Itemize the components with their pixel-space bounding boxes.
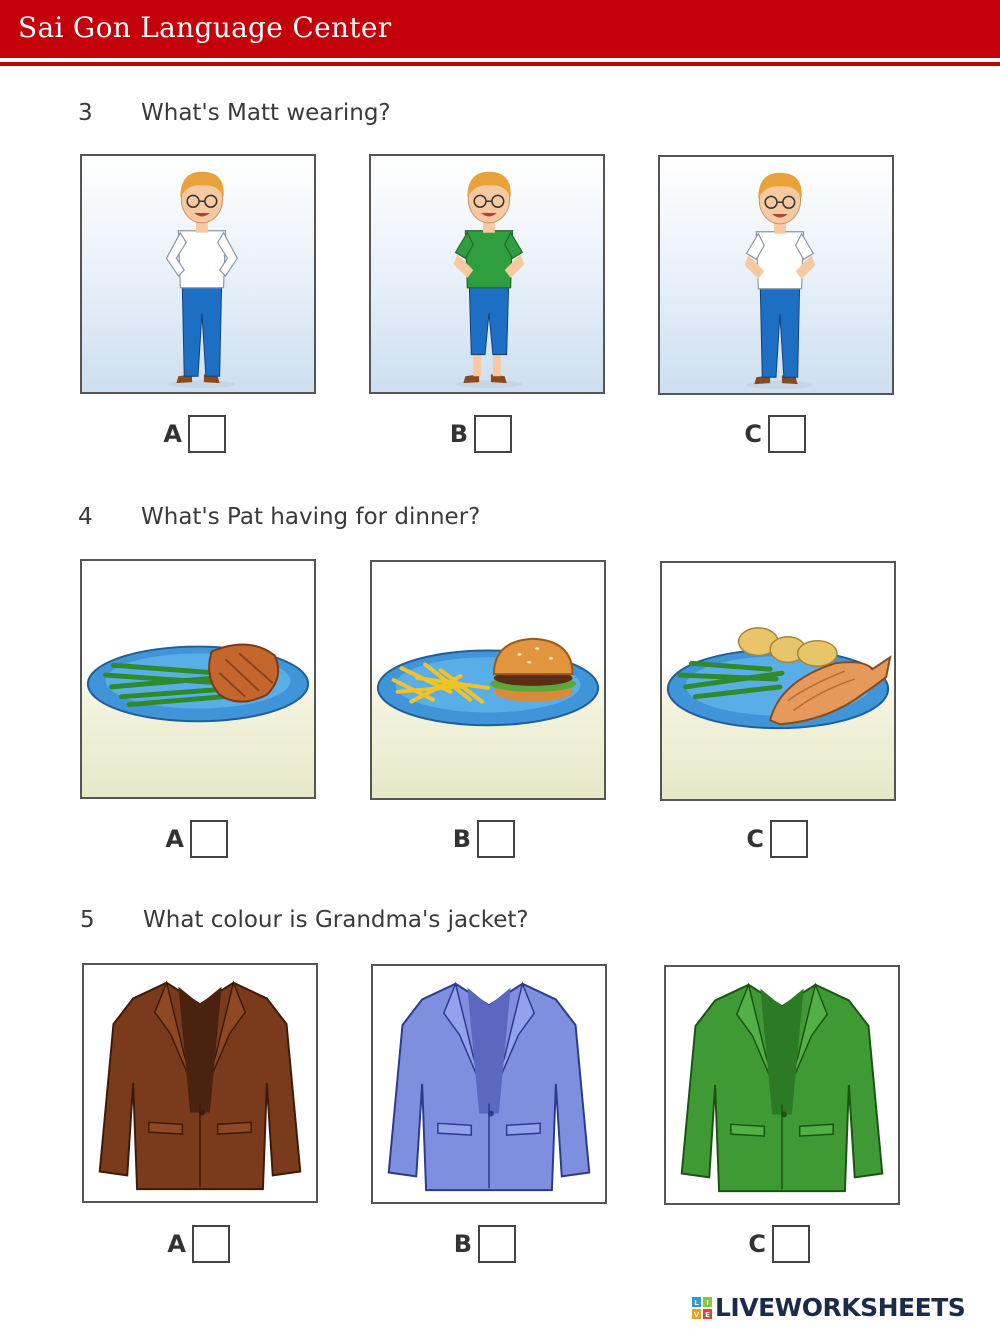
option-4b-checkbox[interactable]	[477, 820, 515, 858]
blue-jacket-image	[373, 966, 605, 1202]
question-3-text: What's Matt wearing?	[141, 100, 391, 126]
option-4c	[742, 819, 808, 859]
option-3c-image	[658, 155, 894, 395]
fries-burger-plate-image	[372, 562, 604, 798]
green-jacket-image	[666, 967, 898, 1203]
option-5a-checkbox[interactable]	[192, 1225, 230, 1263]
option-3a-checkbox[interactable]	[188, 415, 226, 453]
option-5c-letter: C	[748, 1230, 766, 1258]
option-3a-letter: A	[163, 420, 182, 448]
option-5b-letter: B	[453, 1230, 472, 1258]
liveworksheets-logo-icon	[692, 1297, 712, 1319]
header-bar	[0, 0, 1000, 58]
option-4c-letter: C	[746, 825, 764, 853]
option-5c-image	[664, 965, 900, 1205]
question-5-number: 5	[80, 907, 95, 933]
option-4a-checkbox[interactable]	[190, 820, 228, 858]
option-4a	[162, 819, 228, 859]
liveworksheets-brand-text: LIVEWORKSHEETS	[715, 1293, 966, 1322]
option-3b-image	[369, 154, 605, 394]
option-3b-checkbox[interactable]	[474, 415, 512, 453]
option-4c-checkbox[interactable]	[770, 820, 808, 858]
option-5c	[744, 1224, 810, 1264]
option-3a-image	[80, 154, 316, 394]
logo-letter-i: I	[706, 1298, 709, 1307]
option-5a-letter: A	[167, 1230, 186, 1258]
option-5b-image	[371, 964, 607, 1204]
option-4c-image	[660, 561, 896, 801]
option-3c-checkbox[interactable]	[768, 415, 806, 453]
option-4a-letter: A	[165, 825, 184, 853]
boy-white-longsleeve-image	[82, 156, 314, 392]
brown-jacket-image	[84, 965, 316, 1201]
beans-steak-plate-image	[82, 561, 314, 797]
option-5a	[164, 1224, 230, 1264]
question-5-text: What colour is Grandma's jacket?	[143, 907, 529, 933]
option-5b-checkbox[interactable]	[478, 1225, 516, 1263]
header-rule	[0, 62, 1000, 66]
option-3a	[160, 414, 226, 454]
option-4b-image	[370, 560, 606, 800]
boy-green-tshirt-image	[371, 156, 603, 392]
option-3b	[446, 414, 512, 454]
option-3b-letter: B	[449, 420, 468, 448]
option-5b	[450, 1224, 516, 1264]
logo-letter-l: L	[694, 1298, 699, 1307]
boy-white-tshirt-image	[660, 157, 892, 393]
question-3-number: 3	[78, 100, 93, 126]
option-4b-letter: B	[452, 825, 471, 853]
question-4-number: 4	[78, 504, 93, 530]
page-title: Sai Gon Language Center	[18, 11, 392, 44]
option-3c	[740, 414, 806, 454]
liveworksheets-brand[interactable]	[692, 1293, 965, 1322]
jacket-shape	[100, 983, 301, 1189]
option-4b	[449, 819, 515, 859]
option-4a-image	[80, 559, 316, 799]
logo-letter-v: V	[693, 1310, 700, 1319]
question-4-text: What's Pat having for dinner?	[141, 504, 481, 530]
option-3c-letter: C	[744, 420, 762, 448]
beans-potatoes-fish-plate-image	[662, 563, 894, 799]
logo-letter-e: E	[705, 1310, 710, 1319]
option-5c-checkbox[interactable]	[772, 1225, 810, 1263]
option-5a-image	[82, 963, 318, 1203]
